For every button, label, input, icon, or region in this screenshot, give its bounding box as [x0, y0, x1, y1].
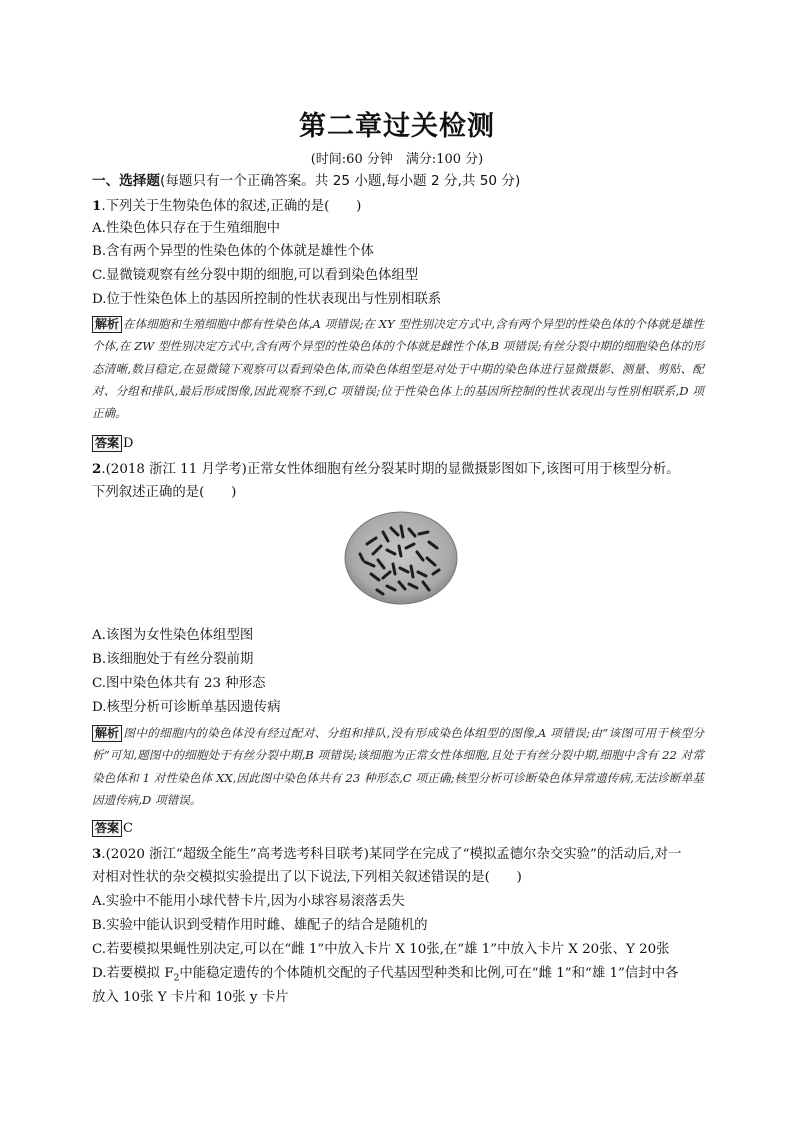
section-title: 一、选择题	[92, 173, 160, 189]
question-number: 3	[92, 846, 102, 862]
question-3-option-d-line-2: 放入 10张 Y 卡片和 10张 y 卡片	[92, 990, 289, 1005]
explanation-tag: 解析	[92, 725, 122, 742]
question-3-option-c: C.若要模拟果蝇性别决定,可以在“雌 1”中放入卡片 X 10张,在“雄 1”中放入卡片 X 20张、Y 20张	[92, 942, 670, 957]
option-d-text-pre: D.若要模拟 F	[92, 966, 174, 981]
answer-value: C	[123, 821, 133, 836]
question-2-stem-line-1	[92, 460, 680, 479]
question-3-option-d	[92, 965, 678, 988]
question-text: .下列关于生物染色体的叙述,正确的是( )	[101, 199, 362, 214]
question-number: 1	[92, 198, 102, 214]
answer-tag: 答案	[92, 820, 122, 837]
question-1-option-d: D.位于性染色体上的基因所控制的性状表现出与性别相联系	[92, 292, 442, 307]
question-1-option-c: C.显微镜观察有丝分裂中期的细胞,可以看到染色体组型	[92, 268, 419, 283]
question-text: .(2018 浙江 11 月学考)正常女性体细胞有丝分裂某时期的显微摄影图如下,该图可用于核型分析。	[101, 462, 680, 477]
question-2-option-b: B.该细胞处于有丝分裂前期	[92, 652, 254, 667]
question-1-explanation	[92, 313, 704, 424]
question-3-option-b: B.实验中能认识到受精作用时雌、雄配子的结合是随机的	[92, 918, 428, 933]
answer-value: D	[123, 436, 134, 451]
answer-tag: 答案	[92, 435, 122, 452]
question-2-explanation	[92, 722, 704, 811]
question-2-option-d: D.核型分析可诊断单基因遗传病	[92, 700, 281, 715]
question-1-answer	[92, 435, 133, 453]
option-d-text-post: 中能稳定遗传的个体随机交配的子代基因型种类和比例,可在“雌 1”和“雄 1”信封中各	[179, 966, 679, 981]
question-1-stem	[92, 197, 361, 216]
question-3-stem-line-2: 对相对性状的杂交模拟实验提出了以下说法,下列相关叙述错误的是( )	[92, 870, 522, 885]
exam-time-score: (时间:60 分钟 满分:100 分)	[310, 152, 484, 167]
option-d-subscript: 2	[173, 973, 180, 984]
explanation-text: 图中的细胞内的染色体没有经过配对、分组和排队,没有形成染色体组型的图像,A 项错误;由“该图可用于核型分析”可知,题图中的细胞处于有丝分裂中期,B 项错误;该细胞为正常女性体细胞,且处于有丝分裂中期,细胞中含有 22 对常染色体和 1 对性染色体 XX,因此图中染色体共有 23 种形态,C 项正确;核型分析可诊断染色体异常遗传病,无法诊断单基因遗传病,D 项错误。	[92, 726, 704, 807]
question-2-option-a: A.该图为女性染色体组型图	[92, 628, 254, 643]
question-text: .(2020 浙江“超级全能生”高考选考科目联考)某同学在完成了“模拟孟德尔杂交实验”的活动后,对一	[101, 847, 682, 862]
question-3-option-a: A.实验中不能用小球代替卡片,因为小球容易滚落丢失	[92, 894, 405, 909]
explanation-text: 在体细胞和生殖细胞中都有性染色体,A 项错误;在 XY 型性别决定方式中,含有两个异型的性染色体的个体就是雄性个体,在 ZW 型性别决定方式中,含有两个异型的性染色体的个体就是雌性个体,B 项错误;有丝分裂中期的细胞染色体的形态清晰,数目稳定,在显微镜下观察可以看到染色体,而染色体组型是对处于中期的染色体进行显微摄影、测量、剪贴、配对、分组和排队,最后形成图像,因此观察不到,C 项错误;位于性染色体上的基因所控制的性状表现出与性别相联系,D 项正确。	[92, 317, 704, 421]
question-number: 2	[92, 461, 102, 477]
question-3-stem-line-1	[92, 845, 681, 864]
section-heading	[92, 172, 520, 190]
section-note: (每题只有一个正确答案。共 25 小题,每小题 2 分,共 50 分)	[159, 173, 521, 189]
question-1-option-b: B.含有两个异型的性染色体的个体就是雄性个体	[92, 244, 374, 259]
page-title: 第二章过关检测	[299, 111, 495, 142]
question-2-stem-line-2: 下列叙述正确的是( )	[92, 485, 237, 500]
question-2-answer	[92, 820, 133, 838]
question-1-option-a: A.性染色体只存在于生殖细胞中	[92, 221, 281, 236]
chromosome-micrograph	[343, 510, 459, 606]
question-2-option-c: C.图中染色体共有 23 种形态	[92, 676, 266, 691]
explanation-tag: 解析	[92, 316, 122, 333]
